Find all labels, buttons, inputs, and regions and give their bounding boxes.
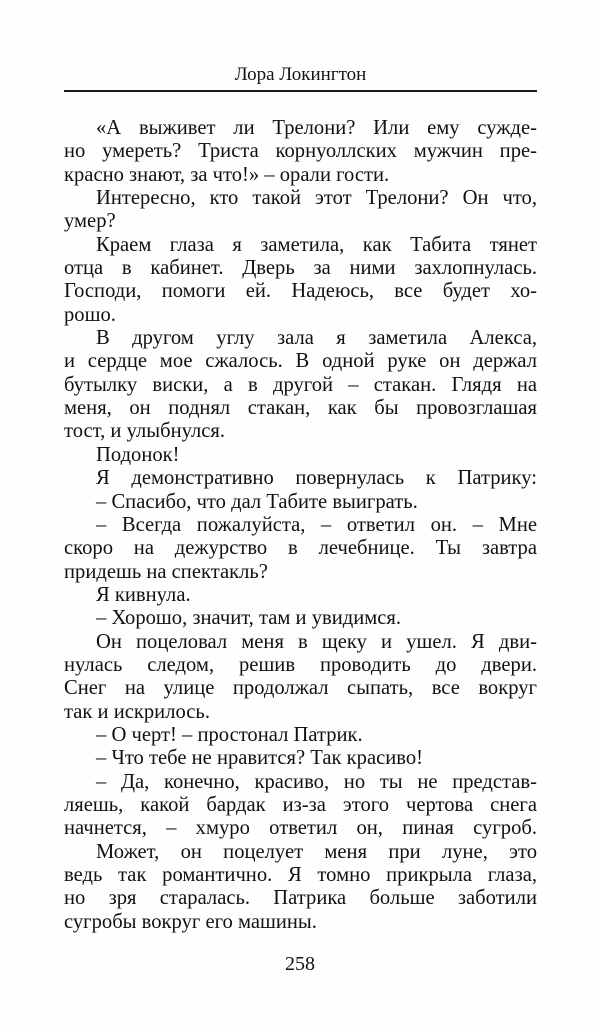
header-rule (64, 90, 537, 92)
text-line: – Всегда пожалуйста, – ответил он. – Мне (96, 513, 537, 536)
text-line: – Да, конечно, красиво, но ты не представ- (96, 770, 537, 793)
text-line: скоро на дежурство в лечебнице. Ты завтра (64, 537, 537, 560)
text-line: Снег на улице продолжал сыпать, все вокруг (64, 677, 537, 700)
text-line: ляешь, какой бардак из-за этого чертова снега (64, 793, 537, 816)
text-line: красно знают, за что!» – орали гости. (64, 163, 390, 186)
text-line: так и искрилось. (64, 700, 210, 723)
text-line: отца в кабинет. Дверь за ними захлопнулась. (64, 257, 537, 280)
text-line: но умереть? Триста корнуоллских мужчин пре- (64, 140, 537, 163)
text-line: Я демонстративно повернулась к Патрику: (96, 467, 537, 490)
text-line: Интересно, кто такой этот Трелони? Он что, (96, 187, 537, 210)
text-line: но зря старалась. Патрика больше заботили (64, 887, 537, 910)
text-line: ведь так романтично. Я томно прикрыла глаза, (64, 864, 537, 886)
text-line: Он поцеловал меня в щеку и ушел. Я дви- (96, 630, 537, 653)
text-line: Я кивнула. (96, 583, 191, 606)
text-line: Может, он поцелует меня при луне, это (96, 840, 537, 863)
text-line: сугробы вокруг его машины. (64, 910, 317, 933)
text-line: «А выживет ли Трелони? Или ему сужде- (96, 117, 537, 139)
text-line: В другом углу зала я заметила Алекса, (96, 327, 537, 350)
text-line: рошо. (64, 303, 116, 326)
text-line: бутылку виски, а в другой – стакан. Глядя на (64, 373, 537, 396)
text-line: меня, он поднял стакан, как бы провозглашая (64, 397, 537, 420)
text-line: умер? (64, 210, 116, 233)
text-line: тост, и улыбнулся. (64, 420, 226, 443)
text-line: Подонок! (96, 443, 180, 466)
text-line: – Что тебе не нравится? Так красиво! (96, 747, 424, 770)
body-text (64, 117, 537, 934)
text-line: – О черт! – простонал Патрик. (96, 723, 363, 746)
text-line: и сердце мое сжалось. В одной руке он держал (64, 350, 537, 373)
page-number: 258 (285, 953, 315, 975)
text-line: – Хорошо, значит, там и увидимся. (96, 607, 402, 630)
text-line: Краем глаза я заметила, как Табита тянет (96, 233, 537, 256)
text-line: – Спасибо, что дал Табите выиграть. (96, 490, 418, 513)
text-line: придешь на спектакль? (64, 560, 268, 583)
text-line: Господи, помоги ей. Надеюсь, все будет хо- (64, 280, 537, 303)
text-line: нулась следом, решив проводить до двери. (64, 653, 537, 676)
text-line: начнется, – хмуро ответил он, пиная сугроб. (64, 817, 537, 840)
running-head-author: Лора Локингтон (234, 64, 367, 85)
